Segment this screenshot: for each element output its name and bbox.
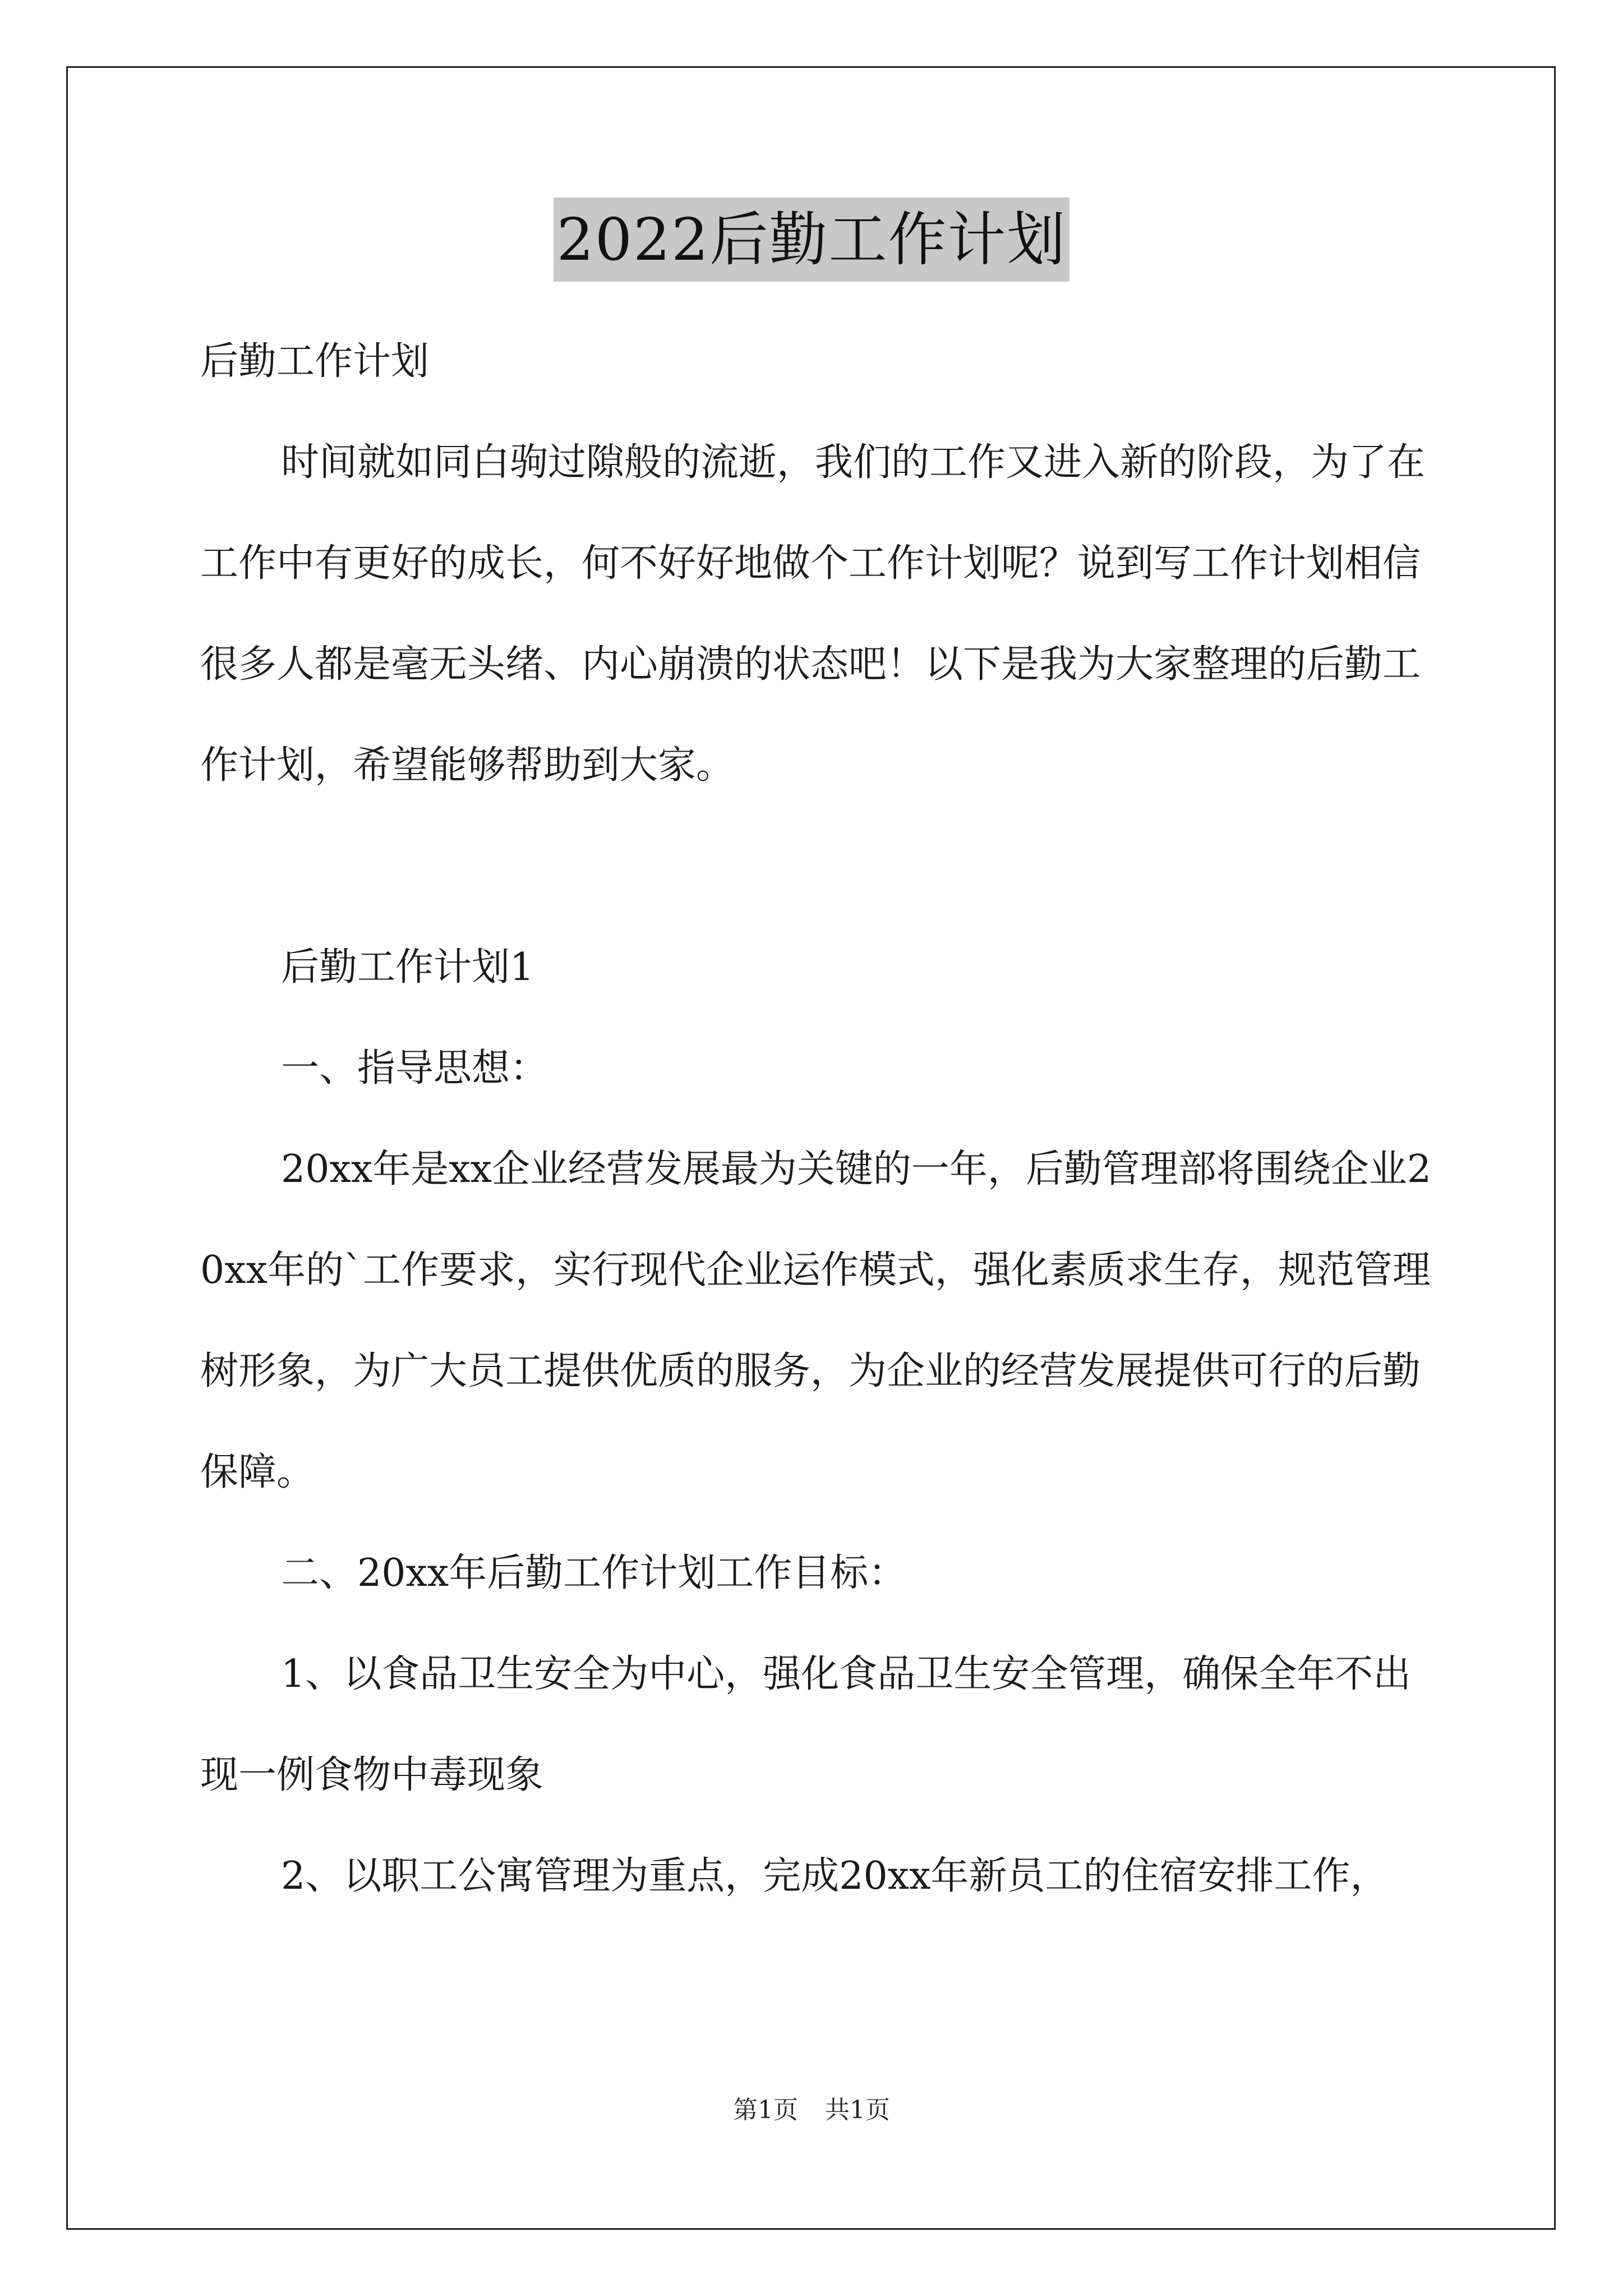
heading-work-goals: 二、20xx年后勤工作计划工作目标： [281,1551,907,1595]
list-item: 2、以职工公寓管理为重点，完成20xx年新员工的住宿安排工作， [281,1854,1389,1898]
page-total: 共1页 [825,2096,890,2124]
section-title: 后勤工作计划1 [281,945,534,990]
page-number: 第1页 [733,2096,798,2124]
spacer [200,816,1440,917]
intro-paragraph: 时间就如同白驹过隙般的流逝，我们的工作又进入新的阶段，为了在工作中有更好的成长，何不好好地做个工作计划呢？说到写工作计划相信很多人都是毫无头绪、内心崩溃的状态吧！以下是我为大家整理的后勤工作计划，希望能够帮助到大家。 [200,440,1426,788]
document-body [200,311,1440,1927]
page-footer [0,2090,1623,2125]
paragraph-guiding-ideology: 20xx年是xx企业经营发展最为关键的一年，后勤管理部将围绕企业20xx年的`工作要求，实行现代企业运作模式，强化素质求生存，规范管理树形象，为广大员工提供优质的服务，为企业的经营发展提供可行的后勤保障。 [200,1147,1432,1494]
heading-guiding-ideology: 一、指导思想： [281,1046,548,1091]
document-title: 2022后勤工作计划 [554,197,1070,282]
list-item: 1、以食品卫生安全为中心，强化食品卫生安全管理，确保全年不出现一例食物中毒现象 [200,1652,1412,1797]
subtitle: 后勤工作计划 [200,339,430,384]
title-wrapper [0,197,1623,282]
